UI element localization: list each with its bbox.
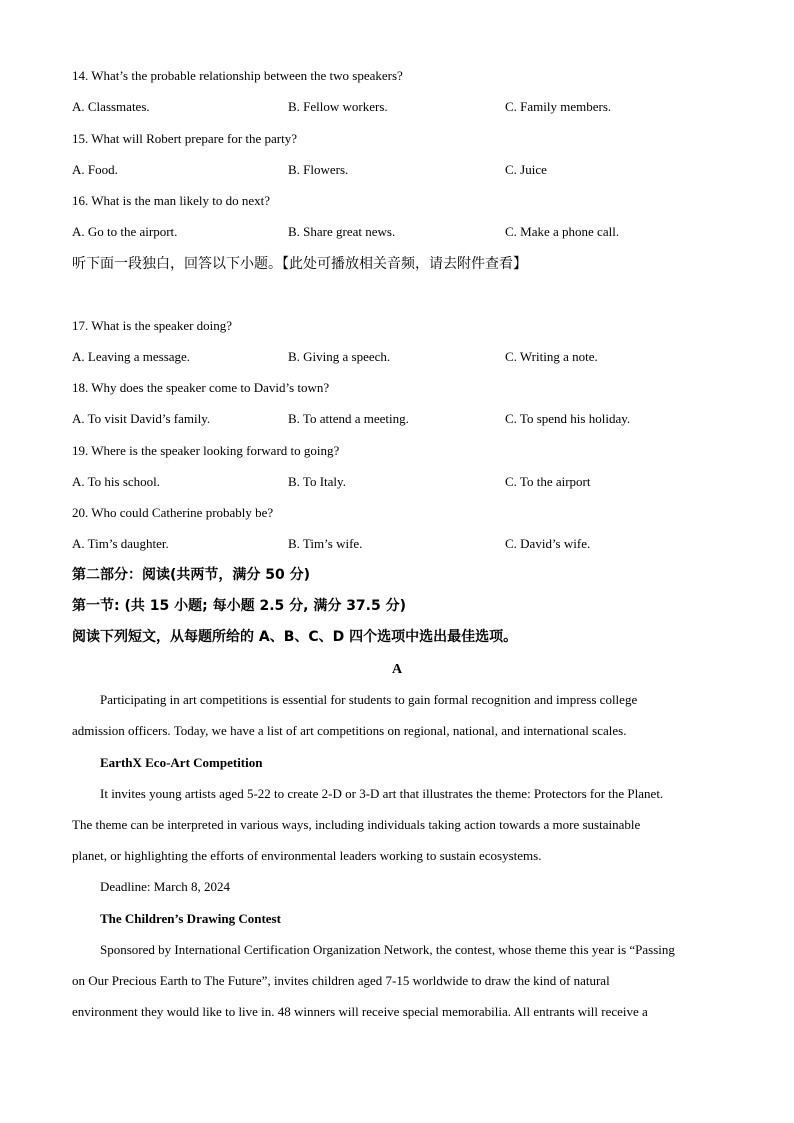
question-18: 18. Why does the speaker come to David’s town? bbox=[72, 380, 330, 395]
option-b: B. Giving a speech. bbox=[288, 349, 391, 364]
competition-2-line-3: environment they would like to live in. 48 winners will receive special memorabilia. All entrants will receive a bbox=[72, 1004, 648, 1019]
question-16: 16. What is the man likely to do next? bbox=[72, 193, 270, 208]
option-b: B. Share great news. bbox=[288, 224, 396, 239]
question-16-options bbox=[72, 224, 732, 240]
option-c: C. To the airport bbox=[505, 474, 591, 489]
competition-2-line-1: Sponsored by International Certification Organization Network, the contest, whose theme this year is “Passing bbox=[100, 942, 675, 957]
question-19-options bbox=[72, 474, 732, 490]
passage-label: A bbox=[391, 662, 403, 677]
question-15: 15. What will Robert prepare for the party? bbox=[72, 131, 298, 146]
option-a: A. To his school. bbox=[72, 474, 161, 489]
option-a: A. Tim’s daughter. bbox=[72, 536, 169, 551]
option-b: B. Tim’s wife. bbox=[288, 536, 363, 551]
question-14-options bbox=[72, 99, 732, 115]
competition-1-deadline: Deadline: March 8, 2024 bbox=[100, 879, 230, 894]
question-19: 19. Where is the speaker looking forward to going? bbox=[72, 443, 340, 458]
option-a: A. Go to the airport. bbox=[72, 224, 178, 239]
question-20: 20. Who could Catherine probably be? bbox=[72, 505, 274, 520]
question-17: 17. What is the speaker doing? bbox=[72, 318, 233, 333]
option-c: C. Writing a note. bbox=[505, 349, 598, 364]
option-b: B. Flowers. bbox=[288, 162, 349, 177]
option-b: B. To attend a meeting. bbox=[288, 411, 409, 426]
competition-1-title: EarthX Eco-Art Competition bbox=[100, 755, 263, 770]
option-c: C. Juice bbox=[505, 162, 547, 177]
option-a: A. Leaving a message. bbox=[72, 349, 191, 364]
intro-line-1: Participating in art competitions is essential for students to gain formal recognition and impress college bbox=[100, 692, 638, 707]
option-a: A. To visit David’s family. bbox=[72, 411, 211, 426]
option-b: B. To Italy. bbox=[288, 474, 346, 489]
monologue-instruction: 听下面一段独白，回答以下小题。【此处可播放相关音频，请去附件查看】 bbox=[72, 256, 527, 272]
option-c: C. Family members. bbox=[505, 99, 612, 114]
reading-instruction: 阅读下列短文，从每题所给的 A、B、C、D 四个选项中选出最佳选项。 bbox=[72, 629, 518, 645]
option-c: C. Make a phone call. bbox=[505, 224, 620, 239]
option-b: B. Fellow workers. bbox=[288, 99, 388, 114]
competition-2-line-2: on Our Precious Earth to The Future”, invites children aged 7-15 worldwide to draw the kind of natural bbox=[72, 973, 610, 988]
question-14: 14. What’s the probable relationship between the two speakers? bbox=[72, 68, 403, 83]
competition-1-line-3: planet, or highlighting the efforts of environmental leaders working to sustain ecosystems. bbox=[72, 848, 542, 863]
question-15-options bbox=[72, 162, 732, 178]
option-a: A. Classmates. bbox=[72, 99, 150, 114]
option-c: C. To spend his holiday. bbox=[505, 411, 631, 426]
option-c: C. David’s wife. bbox=[505, 536, 591, 551]
competition-1-line-1: It invites young artists aged 5-22 to create 2-D or 3-D art that illustrates the theme: Protectors for the Planet. bbox=[100, 786, 664, 801]
section-one-title: 第一节: (共 15 小题; 每小题 2.5 分, 满分 37.5 分) bbox=[72, 598, 407, 614]
question-18-options bbox=[72, 411, 732, 427]
competition-1-line-2: The theme can be interpreted in various ways, including individuals taking action towards a more sustainable bbox=[72, 817, 641, 832]
part-two-title: 第二部分：阅读(共两节，满分 50 分) bbox=[72, 567, 311, 583]
intro-line-2: admission officers. Today, we have a list of art competitions on regional, national, and international scales. bbox=[72, 723, 627, 738]
competition-2-title: The Children’s Drawing Contest bbox=[100, 911, 281, 926]
question-17-options bbox=[72, 349, 732, 365]
option-a: A. Food. bbox=[72, 162, 118, 177]
question-20-options bbox=[72, 536, 732, 552]
